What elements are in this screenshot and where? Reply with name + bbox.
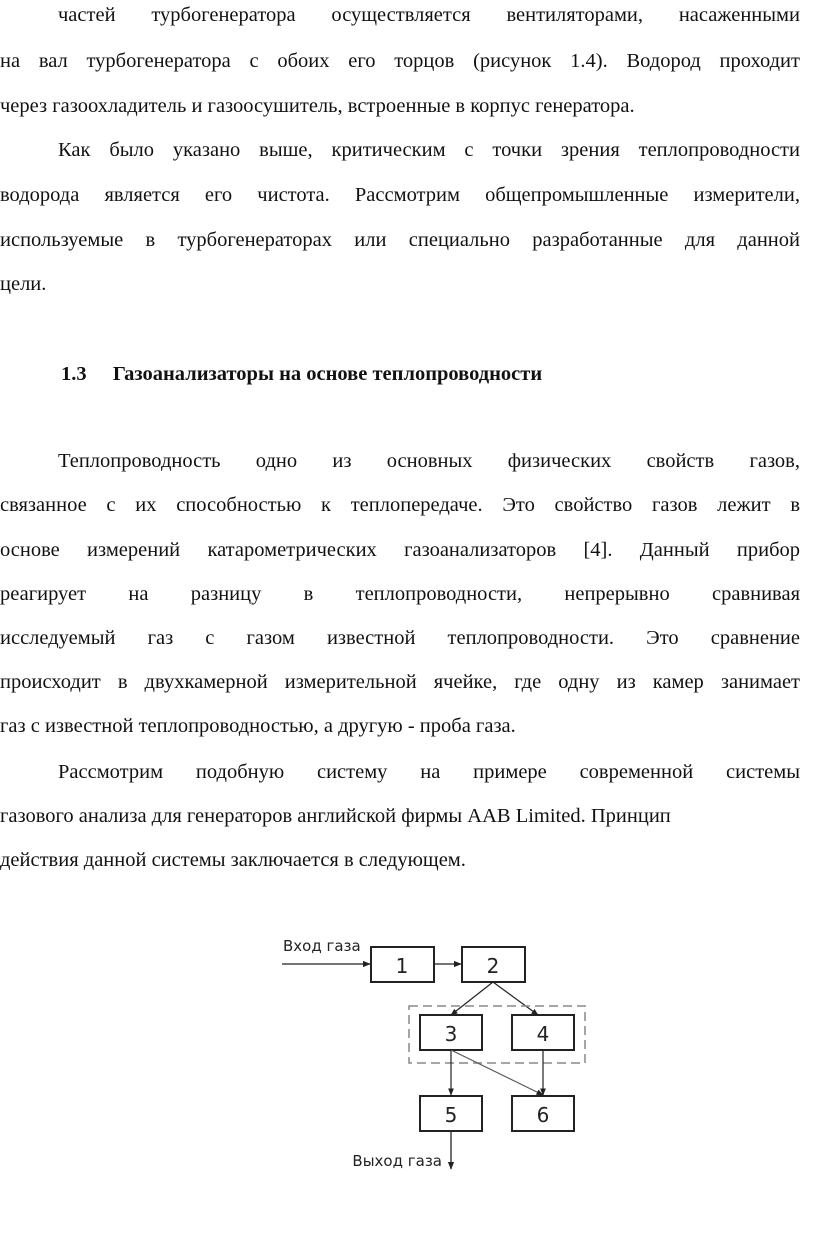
text-line: происходит в двухкамерной измерительной ячейке, где одну из камер занимает xyxy=(0,671,800,693)
block-1-label: 1 xyxy=(395,954,409,978)
block-2-label: 2 xyxy=(486,954,500,978)
line-2-4 xyxy=(493,982,538,1015)
gas-input-label: Вход газа xyxy=(283,937,361,955)
line-2-3 xyxy=(451,982,493,1015)
gas-flow-diagram xyxy=(0,925,816,1185)
section-heading xyxy=(61,364,542,385)
text-line: Как было указано выше, критическим с точки зрения теплопроводности xyxy=(58,139,800,161)
text-line: реагирует на разницу в теплопроводности, непрерывно сравнивая xyxy=(0,583,800,605)
text-line: цели. xyxy=(0,273,47,295)
block-4-label: 4 xyxy=(536,1022,550,1046)
text-line: газ с известной теплопроводностью, а другую - проба газа. xyxy=(0,715,516,737)
block-6-label: 6 xyxy=(536,1103,550,1127)
text-line: через газоохладитель и газоосушитель, встроенные в корпус генератора. xyxy=(0,95,635,117)
gas-output-label: Выход газа xyxy=(352,1152,442,1170)
text-line: на вал турбогенератора с обоих его торцов (рисунок 1.4). Водород проходит xyxy=(0,50,800,72)
section-number: 1.3 xyxy=(61,363,87,385)
section-title: Газоанализаторы на основе теплопроводности xyxy=(112,363,543,385)
block-5-label: 5 xyxy=(444,1103,458,1127)
text-line: Рассмотрим подобную систему на примере современной системы xyxy=(58,761,800,783)
text-line: газового анализа для генераторов английской фирмы AAB Limited. Принцип xyxy=(0,805,671,827)
text-line: используемые в турбогенераторах или специально разработанные для данной xyxy=(0,229,800,251)
text-line: водорода является его чистота. Рассмотрим общепромышленные измерители, xyxy=(0,184,800,206)
text-line: основе измерений катарометрических газоанализаторов [4]. Данный прибор xyxy=(0,539,800,561)
text-line: частей турбогенератора осуществляется вентиляторами, насаженными xyxy=(58,4,800,26)
line-3-6 xyxy=(451,1050,543,1095)
block-3-label: 3 xyxy=(444,1022,458,1046)
text-line: Теплопроводность одно из основных физических свойств газов, xyxy=(58,450,800,472)
text-line: связанное с их способностью к теплопередаче. Это свойство газов лежит в xyxy=(0,494,800,516)
text-line: исследуемый газ с газом известной теплопроводности. Это сравнение xyxy=(0,627,800,649)
text-line: действия данной системы заключается в следующем. xyxy=(0,849,466,871)
